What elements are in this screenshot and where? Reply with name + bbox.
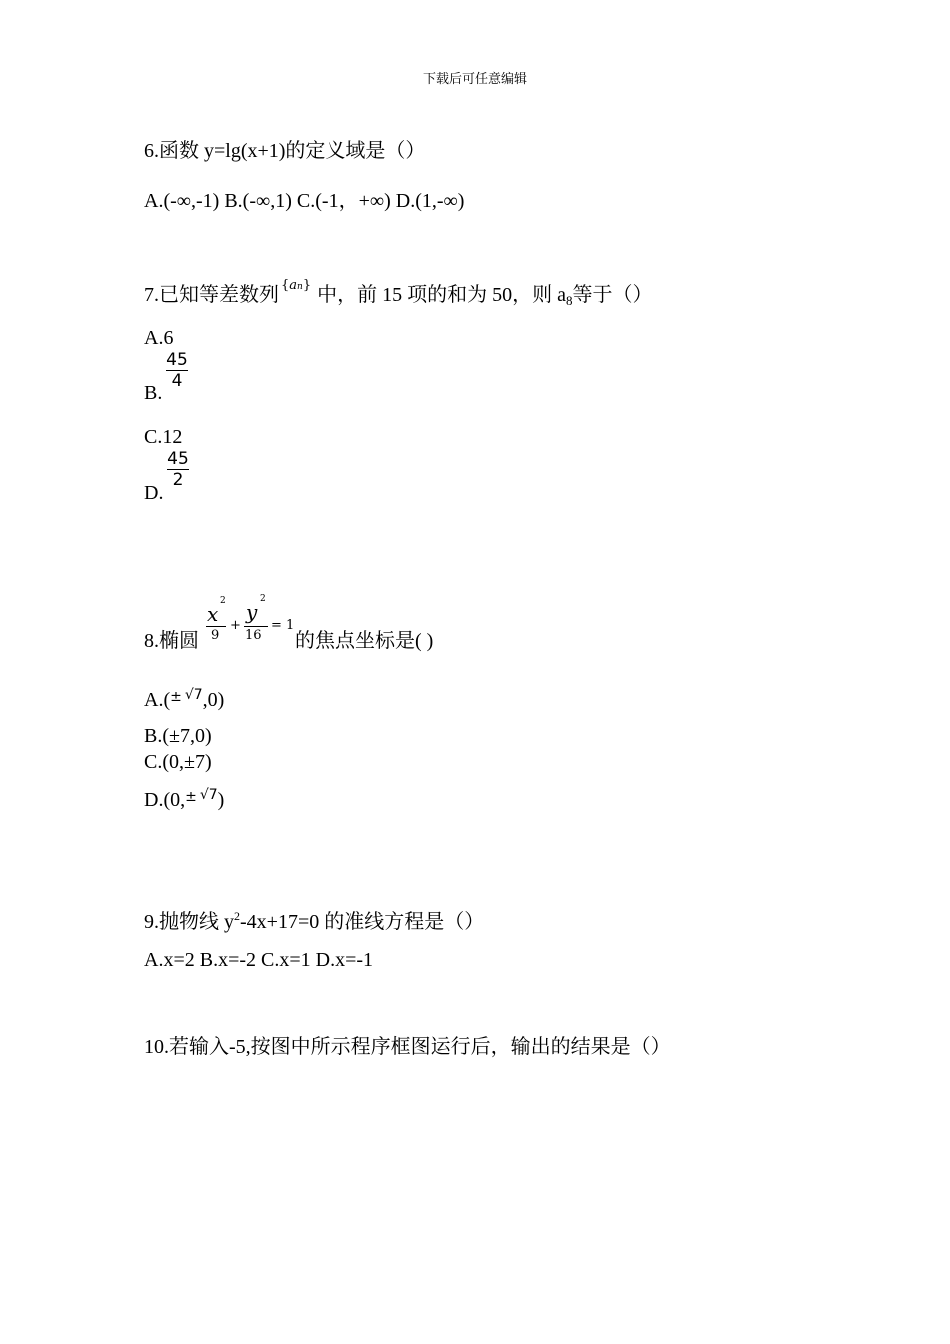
plus-minus: ± [170,689,182,705]
question-8-option-a [144,688,224,714]
eq-x-den: 9 [211,628,220,643]
question-8-stem-post: 的焦点坐标是( ) [295,630,434,652]
eq-y-exp: 2 [260,594,266,604]
question-6-options: A.(-∞,-1) B.(-∞,1) C.(-1，+∞) D.(1,-∞) [144,190,465,212]
eq-y-bar [244,626,268,627]
sqrt-seven: √7 [199,787,218,803]
sqrt-seven: √7 [184,687,203,703]
seq-a: a [289,278,298,293]
ellipse-equation [204,596,294,642]
q7-stem-post: 等于（） [572,284,653,306]
eq-y-den: 16 [245,628,262,643]
question-7-option-a: A.6 [144,327,174,349]
eq-x: x [207,602,219,626]
seq-n: n [297,282,303,292]
question-10-stem: 10.若输入-5,按图中所示程序框图运行后，输出的结果是（） [144,1036,671,1058]
question-8-option-b: B.(±7,0) [144,725,212,747]
eq-x-exp: 2 [220,596,226,606]
opt-d-pre: D.(0, [144,789,186,811]
question-7-option-d-label: D. [144,482,164,504]
q7-stem-sub: 8 [566,293,573,308]
eq-x-bar [206,626,226,627]
fraction-denominator: 2 [172,470,184,490]
question-9-options: A.x=2 B.x=-2 C.x=1 D.x=-1 [144,949,374,971]
q9-stem-sup: 2 [234,909,240,923]
opt-d-post: ) [217,789,225,811]
question-6-stem: 6.函数 y=lg(x+1)的定义域是（） [144,140,426,162]
q9-stem-post: -4x+17=0 的准线方程是（） [240,911,485,933]
question-7-option-d-fraction [167,450,189,489]
question-8-stem-pre: 8.椭圆 [144,630,199,652]
eq-equals-one: = 1 [271,618,295,633]
page-header: 下载后可任意编辑 [422,72,527,87]
fraction-denominator: 4 [171,371,183,391]
question-8-option-d [144,788,224,814]
fraction-numerator: 45 [166,350,188,370]
question-7-option-b-fraction [166,351,188,390]
q7-stem-pre: 7.已知等差数列 [144,284,279,306]
question-7-option-b-label: B. [144,382,163,404]
sequence-symbol: {an} [281,278,312,293]
q9-stem-pre: 9.抛物线 y [144,911,234,933]
question-7-option-c: C.12 [144,426,183,448]
eq-plus: + [230,618,241,633]
eq-y: y [246,600,258,624]
fraction-numerator: 45 [167,449,189,469]
q7-stem-mid: 中，前 15 项的和为 50，则 a [317,284,567,306]
question-9-stem [144,910,484,936]
question-7-stem [144,278,653,311]
opt-a-pre: A.( [144,689,171,711]
plus-minus: ± [185,789,197,805]
question-8-option-c: C.(0,±7) [144,751,212,773]
opt-a-post: ,0) [202,689,225,711]
